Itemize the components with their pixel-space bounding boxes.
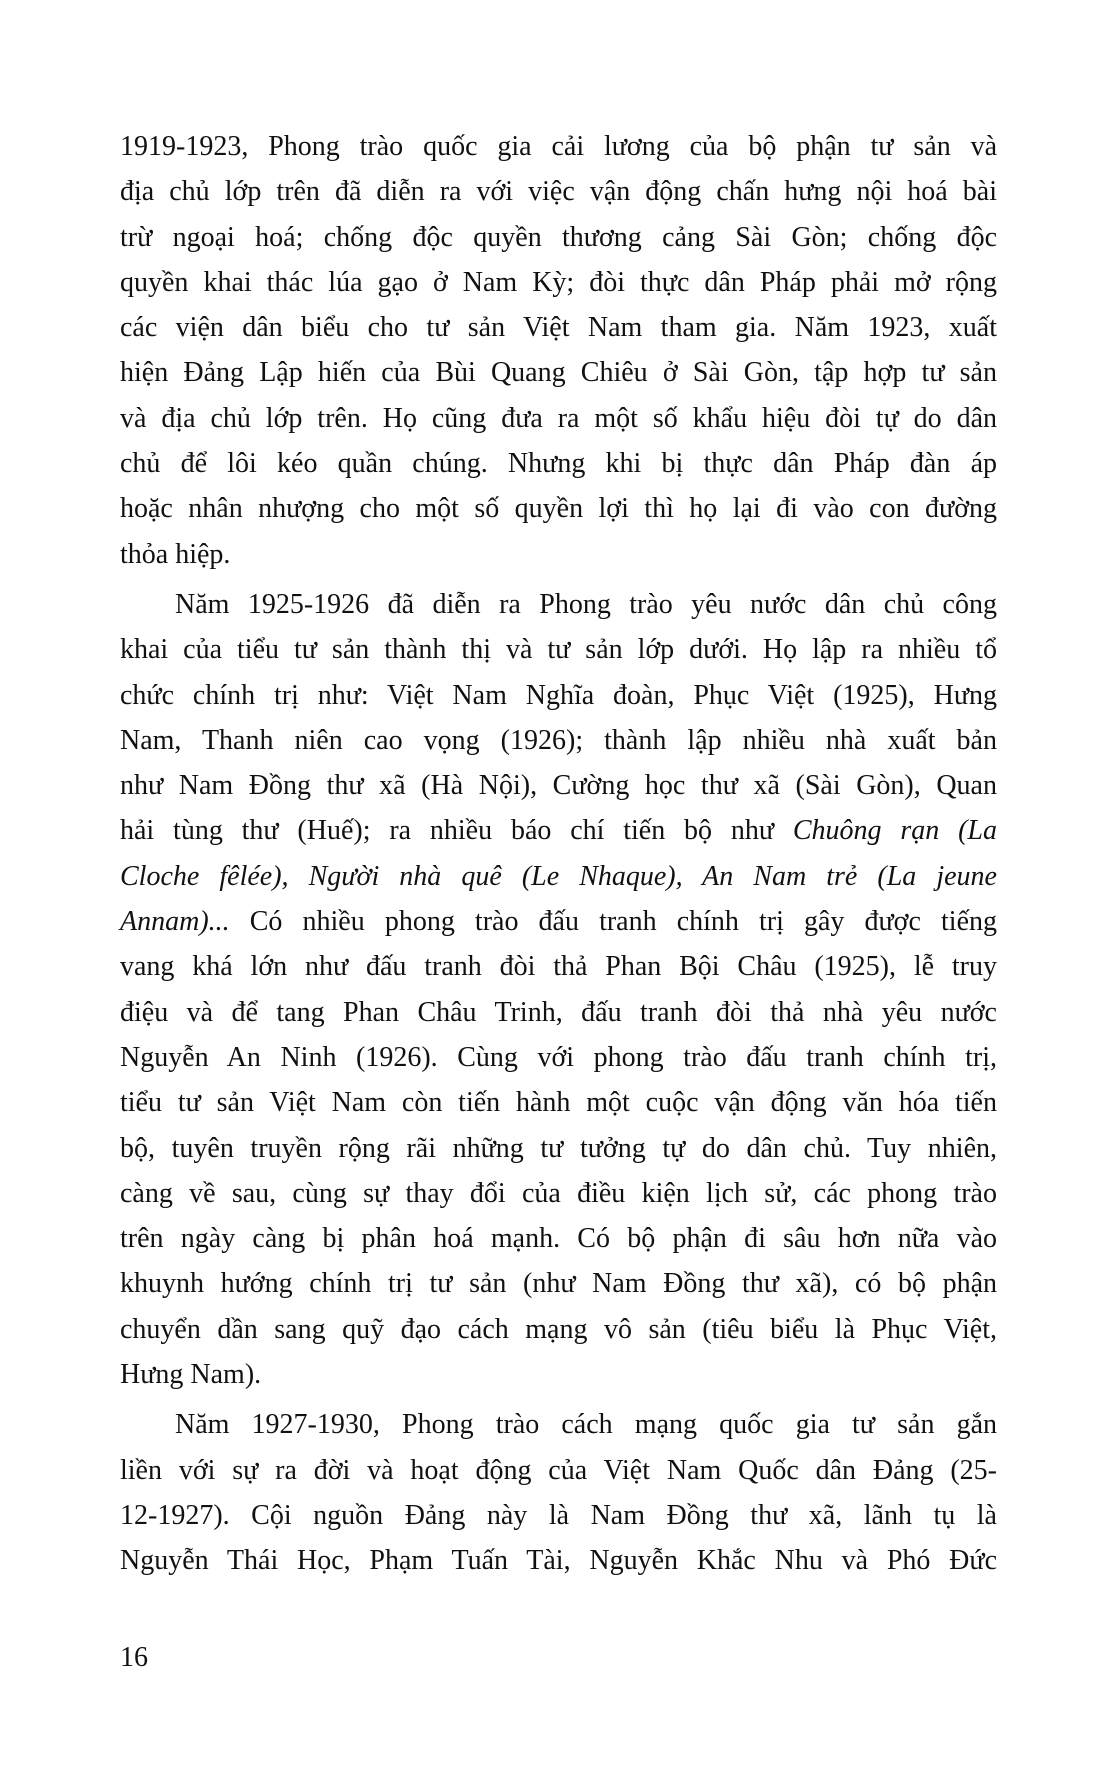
text-line: Hưng Nam). — [120, 1359, 262, 1391]
text-line: quyền khai thác lúa gạo ở Nam Kỳ; đòi thực dân Pháp phải mở rộng — [120, 266, 997, 298]
text-line: chủ để lôi kéo quần chúng. Nhưng khi bị thực dân Pháp đàn áp — [120, 448, 997, 480]
paragraph-3 — [120, 1402, 997, 1583]
text-line: Nguyễn Thái Học, Phạm Tuấn Tài, Nguyễn Khắc Nhu và Phó Đức — [120, 1545, 997, 1577]
text-line: 12-1927). Cội nguồn Đảng này là Nam Đồng thư xã, lãnh tụ là — [120, 1499, 997, 1531]
text-line: trên ngày càng bị phân hoá mạnh. Có bộ phận đi sâu hơn nữa vào — [120, 1223, 997, 1255]
text-line: liền với sự ra đời và hoạt động của Việt Nam Quốc dân Đảng (25- — [120, 1454, 997, 1486]
text-line: khai của tiểu tư sản thành thị và tư sản lớp dưới. Họ lập ra nhiều tổ — [120, 634, 997, 666]
text-line: vang khá lớn như đấu tranh đòi thả Phan Bội Châu (1925), lễ truy — [120, 951, 997, 983]
text-line: tiểu tư sản Việt Nam còn tiến hành một cuộc vận động văn hóa tiến — [120, 1087, 997, 1119]
text-line: càng về sau, cùng sự thay đổi của điều kiện lịch sử, các phong trào — [120, 1177, 997, 1209]
text-line: Nam, Thanh niên cao vọng (1926); thành lập nhiều nhà xuất bản — [120, 724, 997, 756]
text-line: chuyển dần sang quỹ đạo cách mạng vô sản (tiêu biểu là Phục Việt, — [120, 1313, 997, 1345]
text-line: thỏa hiệp. — [120, 538, 231, 570]
paragraph-1 — [120, 124, 997, 577]
page-number: 16 — [120, 1642, 148, 1673]
text-line — [120, 808, 997, 853]
text-line: các viện dân biểu cho tư sản Việt Nam tham gia. Năm 1923, xuất — [120, 312, 997, 344]
text-line: Nguyễn An Ninh (1926). Cùng với phong trào đấu tranh chính trị, — [120, 1041, 997, 1073]
text-line: điệu và để tang Phan Châu Trinh, đấu tranh đòi thả nhà yêu nước — [120, 996, 997, 1028]
newspaper-title: Annam)... — [120, 906, 230, 938]
text-run: hải tùng thư (Huế); ra nhiều báo chí tiến bộ như — [120, 815, 793, 847]
newspaper-titles-line: Cloche fêlée), Người nhà quê (Le Nhaque), An Nam trẻ (La jeune — [120, 860, 997, 892]
text-line: và địa chủ lớp trên. Họ cũng đưa ra một số khẩu hiệu đòi tự do dân — [120, 402, 997, 434]
text-line — [120, 899, 997, 944]
text-line: hoặc nhân nhượng cho một số quyền lợi thì họ lại đi vào con đường — [120, 493, 997, 525]
text-line: khuynh hướng chính trị tư sản (như Nam Đồng thư xã), có bộ phận — [120, 1268, 997, 1300]
text-line: trừ ngoại hoá; chống độc quyền thương cảng Sài Gòn; chống độc — [120, 221, 997, 253]
text-line: hiện Đảng Lập hiến của Bùi Quang Chiêu ở Sài Gòn, tập hợp tư sản — [120, 357, 997, 389]
text-line: Năm 1925-1926 đã diễn ra Phong trào yêu nước dân chủ công — [175, 588, 997, 620]
text-line: bộ, tuyên truyền rộng rãi những tư tưởng tự do dân chủ. Tuy nhiên, — [120, 1132, 997, 1164]
body-text — [120, 124, 997, 1589]
text-line: 1919-1923, Phong trào quốc gia cải lương của bộ phận tư sản và — [120, 131, 997, 162]
text-line: như Nam Đồng thư xã (Hà Nội), Cường học thư xã (Sài Gòn), Quan — [120, 770, 997, 802]
newspaper-title: Chuông rạn (La — [792, 815, 997, 847]
text-line: địa chủ lớp trên đã diễn ra với việc vận động chấn hưng nội hoá bài — [120, 176, 997, 208]
text-run: Có nhiều phong trào đấu tranh chính trị gây được tiếng — [229, 906, 997, 938]
text-line: chức chính trị như: Việt Nam Nghĩa đoàn, Phục Việt (1925), Hưng — [120, 679, 997, 711]
text-line: Năm 1927-1930, Phong trào cách mạng quốc gia tư sản gắn — [175, 1409, 997, 1441]
paragraph-2 — [120, 582, 997, 1397]
